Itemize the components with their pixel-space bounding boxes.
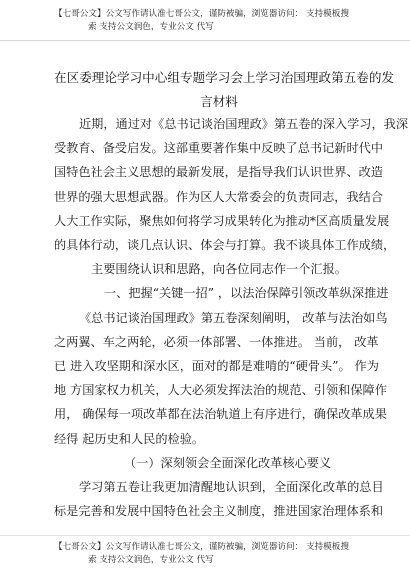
text-line: 之两翼、车之两轮，必须一体部署、一体推进。 当前， 改革	[54, 334, 379, 349]
text-line: 经得 起历史和人民的检验。	[54, 431, 205, 446]
header-notice-line-2: 索 支持公文润色，专业公文 代写	[88, 22, 214, 32]
text-line: 受教育、备受启发。这部重要著作集中反映了总书记新时代中	[54, 141, 384, 156]
text-line: 主要围绕认识和思路，向各位同志作一个汇报。	[91, 262, 347, 277]
text-line: 人大工作实际，聚焦如何将学习成果转化为推动*区高质量发展	[54, 213, 390, 228]
footer-notice-line-1: 【七哥公文】公文写作请认准七哥公文，谨防被骗，浏览器访问： 支持模板搜	[54, 542, 349, 552]
paragraph-intro	[54, 112, 409, 281]
text-line: 的具体行动，谈几点认识、体会与打算。我不谈具体工作成绩，	[54, 238, 396, 253]
text-line: 地 方国家权力机关，人大必须发挥法治的规范、引领和保障作	[54, 383, 387, 398]
text-line: 国特色社会主义思想的最新发展，是指导我们认识世界、改造	[54, 165, 384, 180]
text-line: 世界的强大思想武器。作为区人大常委会的负责同志，我结合	[54, 189, 384, 204]
paragraph-reform-goals	[54, 475, 384, 523]
heading-text: （一）深刻领会全面深化改革核心要义	[124, 455, 332, 470]
heading-text: 一、把握“关键一招” ，以法治保障引领改革纵深推进	[104, 286, 389, 301]
paragraph-reform-rule-of-law	[54, 306, 388, 451]
document-title	[54, 66, 395, 114]
footer-notice-line-2: 索 支持公文润色，专业公文 代写	[88, 555, 214, 565]
subsection-heading-1	[54, 451, 384, 475]
text-line: 标是完善和发展中国特色社会主义制度，推进国家治理体系和	[54, 504, 384, 519]
header-divider	[0, 40, 410, 41]
text-line: 学习第五卷让我更加清醒地认识到，全面深化改革的总目	[79, 480, 384, 495]
text-line: 已 进入攻坚期和深水区，面对的都是难啃的“硬骨头”。 作为	[54, 359, 379, 374]
page-footer-notice	[54, 541, 384, 567]
document-body	[54, 112, 409, 523]
text-line: 《总书记谈治国理政》第五卷深刻阐明， 改革与法治如鸟	[79, 310, 388, 325]
text-line: 近期，通过对《总书记谈治国理政》第五卷的深入学习，我深	[79, 117, 409, 131]
footer-divider	[0, 535, 410, 536]
text-line: 用， 确保每一项改革都在法治轨道上有序进行，确保改革成果	[54, 407, 387, 422]
header-notice-line-1: 【七哥公文】公文写作请认准七哥公文，谨防被骗，浏览器访问： 支持模板搜	[54, 9, 349, 19]
section-heading-1	[54, 281, 389, 305]
document-title-line-2: 言材料	[200, 94, 238, 109]
page-header-notice	[54, 8, 384, 34]
document-title-line-1: 在区委理论学习中心组专题学习会上学习治国理政第五卷的发	[54, 70, 395, 85]
